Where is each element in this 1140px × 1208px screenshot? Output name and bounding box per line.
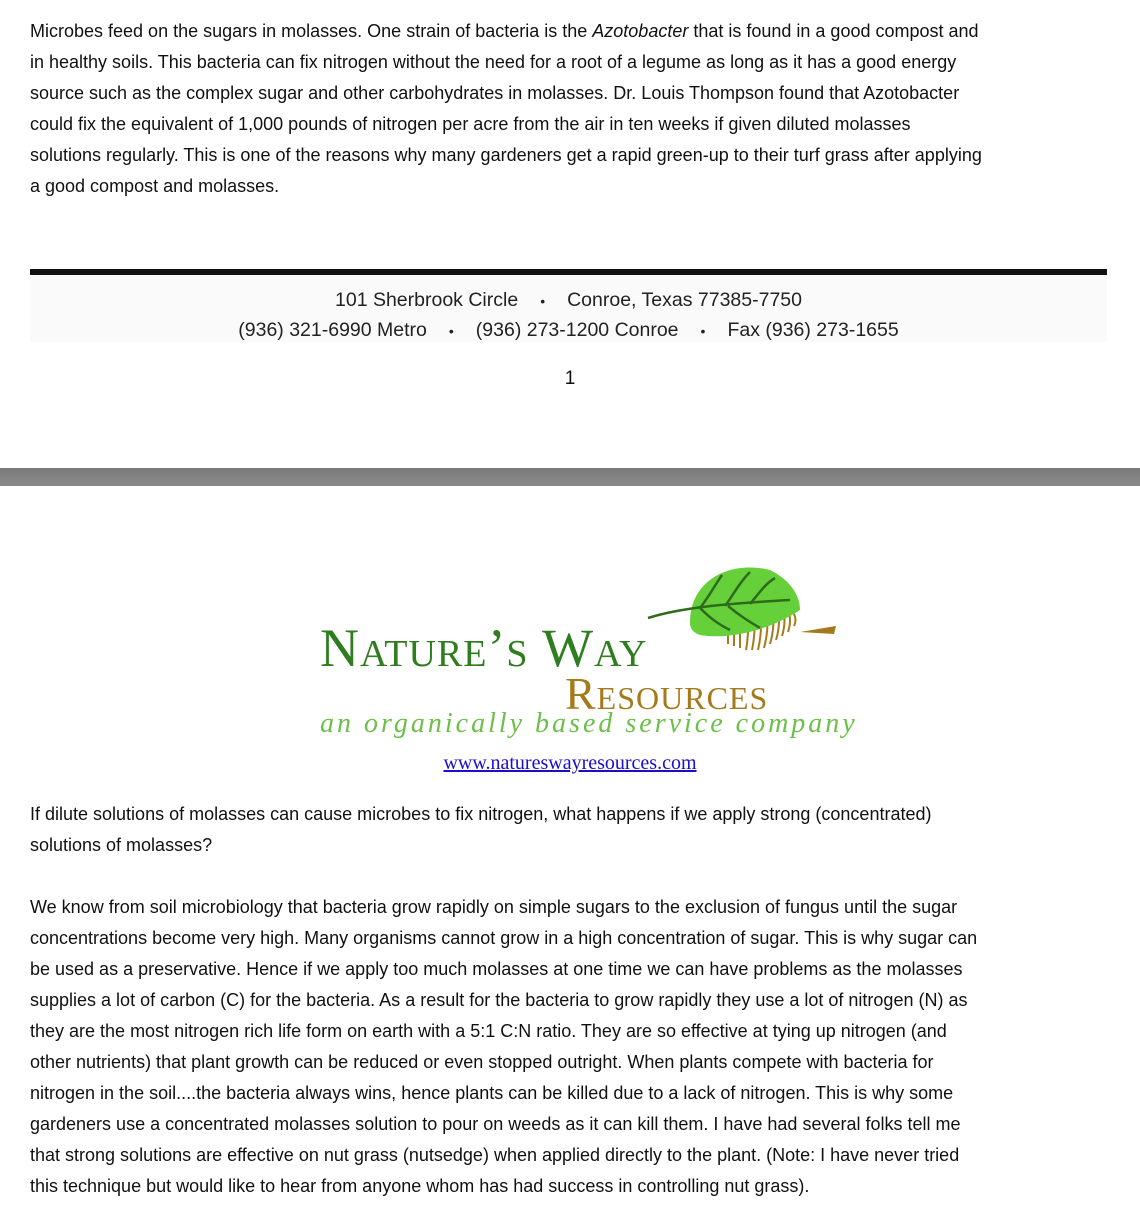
page-footer xyxy=(30,276,1107,342)
paragraph-question xyxy=(30,799,931,861)
text-line: We know from soil microbiology that bacteria grow rapidly on simple sugars to the exclusion of fungus until the sugar xyxy=(30,897,958,917)
footer-phone-conroe: (936) 273-1200 Conroe xyxy=(475,319,679,341)
page-break-separator xyxy=(0,468,1140,486)
text-line: other nutrients) that plant growth can be reduced or even stopped outright. When plants compete with bacteria for xyxy=(30,1052,934,1072)
footer-fax: Fax (936) 273-1655 xyxy=(727,319,899,341)
text-line: could fix the equivalent of 1,000 pounds of nitrogen per acre from the air in ten weeks if given diluted molasses xyxy=(30,114,911,134)
paragraph-concentrated-molasses xyxy=(30,892,977,1202)
text-line: they are the most nitrogen rich life form on earth with a 5:1 C:N ratio. They are so effective at tying up nitrogen (and xyxy=(30,1021,947,1041)
text-line: this technique but would like to hear from anyone whom has had success in controlling nut grass). xyxy=(30,1176,810,1196)
text-span: Microbes feed on the sugars in molasses. One strain of bacteria is the xyxy=(30,21,593,41)
text-line: a good compost and molasses. xyxy=(30,176,280,196)
text-lines xyxy=(30,47,982,202)
footer-contact-row xyxy=(30,315,1107,345)
company-logo xyxy=(300,555,858,750)
page-number: 1 xyxy=(564,368,576,389)
separator-dot: • xyxy=(700,322,706,339)
logo-tagline: an organically based service company xyxy=(320,708,858,739)
separator-dot: • xyxy=(540,292,546,309)
text-lines xyxy=(30,892,977,1202)
text-line: source such as the complex sugar and other carbohydrates in molasses. Dr. Louis Thompson found that Azotobacter xyxy=(30,83,960,103)
text-line: be used as a preservative. Hence if we apply too much molasses at one time we can have problems as the molasses xyxy=(30,959,963,979)
logo-line-resources: Resources xyxy=(565,668,769,719)
text-line: nitrogen in the soil....the bacteria always wins, hence plants can be killed due to a lack of nitrogen. This is why some xyxy=(30,1083,954,1103)
footer-city: Conroe, Texas 77385-7750 xyxy=(567,289,802,311)
footer-divider xyxy=(30,269,1107,275)
text-line: in healthy soils. This bacteria can fix nitrogen without the need for a root of a legume as long as it has a good energy xyxy=(30,52,957,72)
paragraph-azotobacter xyxy=(30,16,982,202)
footer-address-row xyxy=(30,285,1107,315)
logo-line-natures-way: Nature’s Way xyxy=(320,618,648,678)
website-link[interactable]: www.natureswayresources.com xyxy=(443,752,697,774)
footer-phone-metro: (936) 321-6990 Metro xyxy=(238,319,427,341)
text-line: concentrations become very high. Many organisms cannot grow in a high concentration of sugar. This is why sugar can xyxy=(30,928,978,948)
text-line: solutions regularly. This is one of the reasons why many gardeners get a rapid green-up to their turf grass after applying xyxy=(30,145,982,165)
text-lines xyxy=(30,799,931,861)
text-line: that strong solutions are effective on nut grass (nutsedge) when applied directly to the plant. (Note: I have never tried xyxy=(30,1145,960,1165)
leaf-icon xyxy=(640,560,840,660)
text-line: If dilute solutions of molasses can cause microbes to fix nitrogen, what happens if we apply strong (concentrated) xyxy=(30,804,932,824)
footer-address: 101 Sherbrook Circle xyxy=(335,289,519,311)
separator-dot: • xyxy=(448,322,454,339)
italic-term: Azotobacter xyxy=(592,21,689,41)
text-line: supplies a lot of carbon (C) for the bacteria. As a result for the bacteria to grow rapidly they use a lot of nitrogen (N) as xyxy=(30,990,968,1010)
text-span: that is found in a good compost and xyxy=(688,21,979,41)
text-line: gardeners use a concentrated molasses solution to pour on weeds as it can kill them. I have had several folks tell me xyxy=(30,1114,961,1134)
text-line: solutions of molasses? xyxy=(30,835,213,855)
text-line xyxy=(30,16,982,47)
